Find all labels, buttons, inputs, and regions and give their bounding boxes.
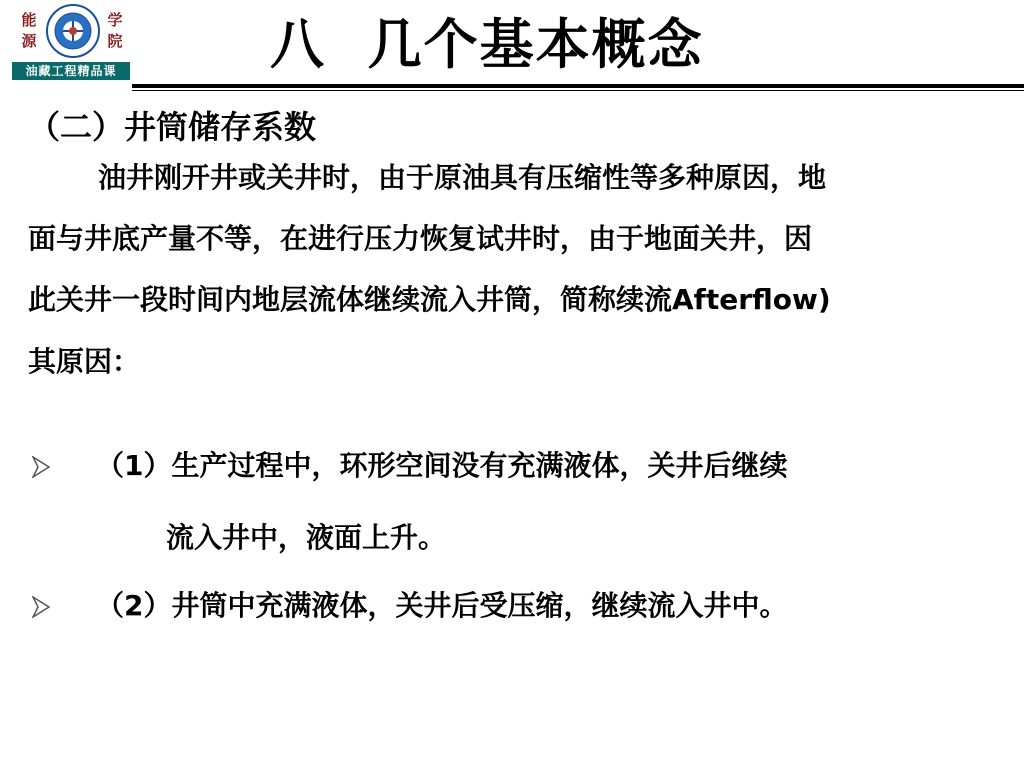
bullet-2-line-1: （2）井筒中充满液体，关井后受压缩，继续流入井中。	[96, 589, 788, 622]
paragraph-line-4: 其原因：	[28, 345, 141, 378]
paragraph-line-2: 面与井底产量不等，在进行压力恢复试井时，由于地面关井，因	[28, 222, 813, 255]
college-logo	[12, 2, 132, 76]
paragraph-line-3: 此关井一段时间内地层流体继续流入井筒，简称续流Afterflow)	[28, 283, 831, 316]
paragraph-line-1: 油井刚开井或关井时，由于原油具有压缩性等多种原因，地	[98, 161, 827, 194]
arrow-bullet-icon	[32, 456, 50, 478]
bullet-1-line-1: （1）生产过程中，环形空间没有充满液体，关井后继续	[96, 449, 788, 482]
logo-left-chars: 能源	[21, 11, 37, 50]
title-rule-thick	[132, 84, 1024, 88]
arrow-bullet-icon	[32, 596, 50, 618]
logo-banner: 油藏工程精品课	[12, 62, 130, 80]
section-heading: （二）井筒储存系数	[28, 108, 317, 146]
university-emblem-icon	[46, 4, 100, 58]
logo-right-chars: 学院	[107, 11, 123, 50]
bullet-1-line-2: 流入井中，液面上升。	[166, 521, 447, 554]
title-rule-thin	[132, 90, 1024, 91]
slide-title: 八 几个基本概念	[270, 13, 704, 76]
